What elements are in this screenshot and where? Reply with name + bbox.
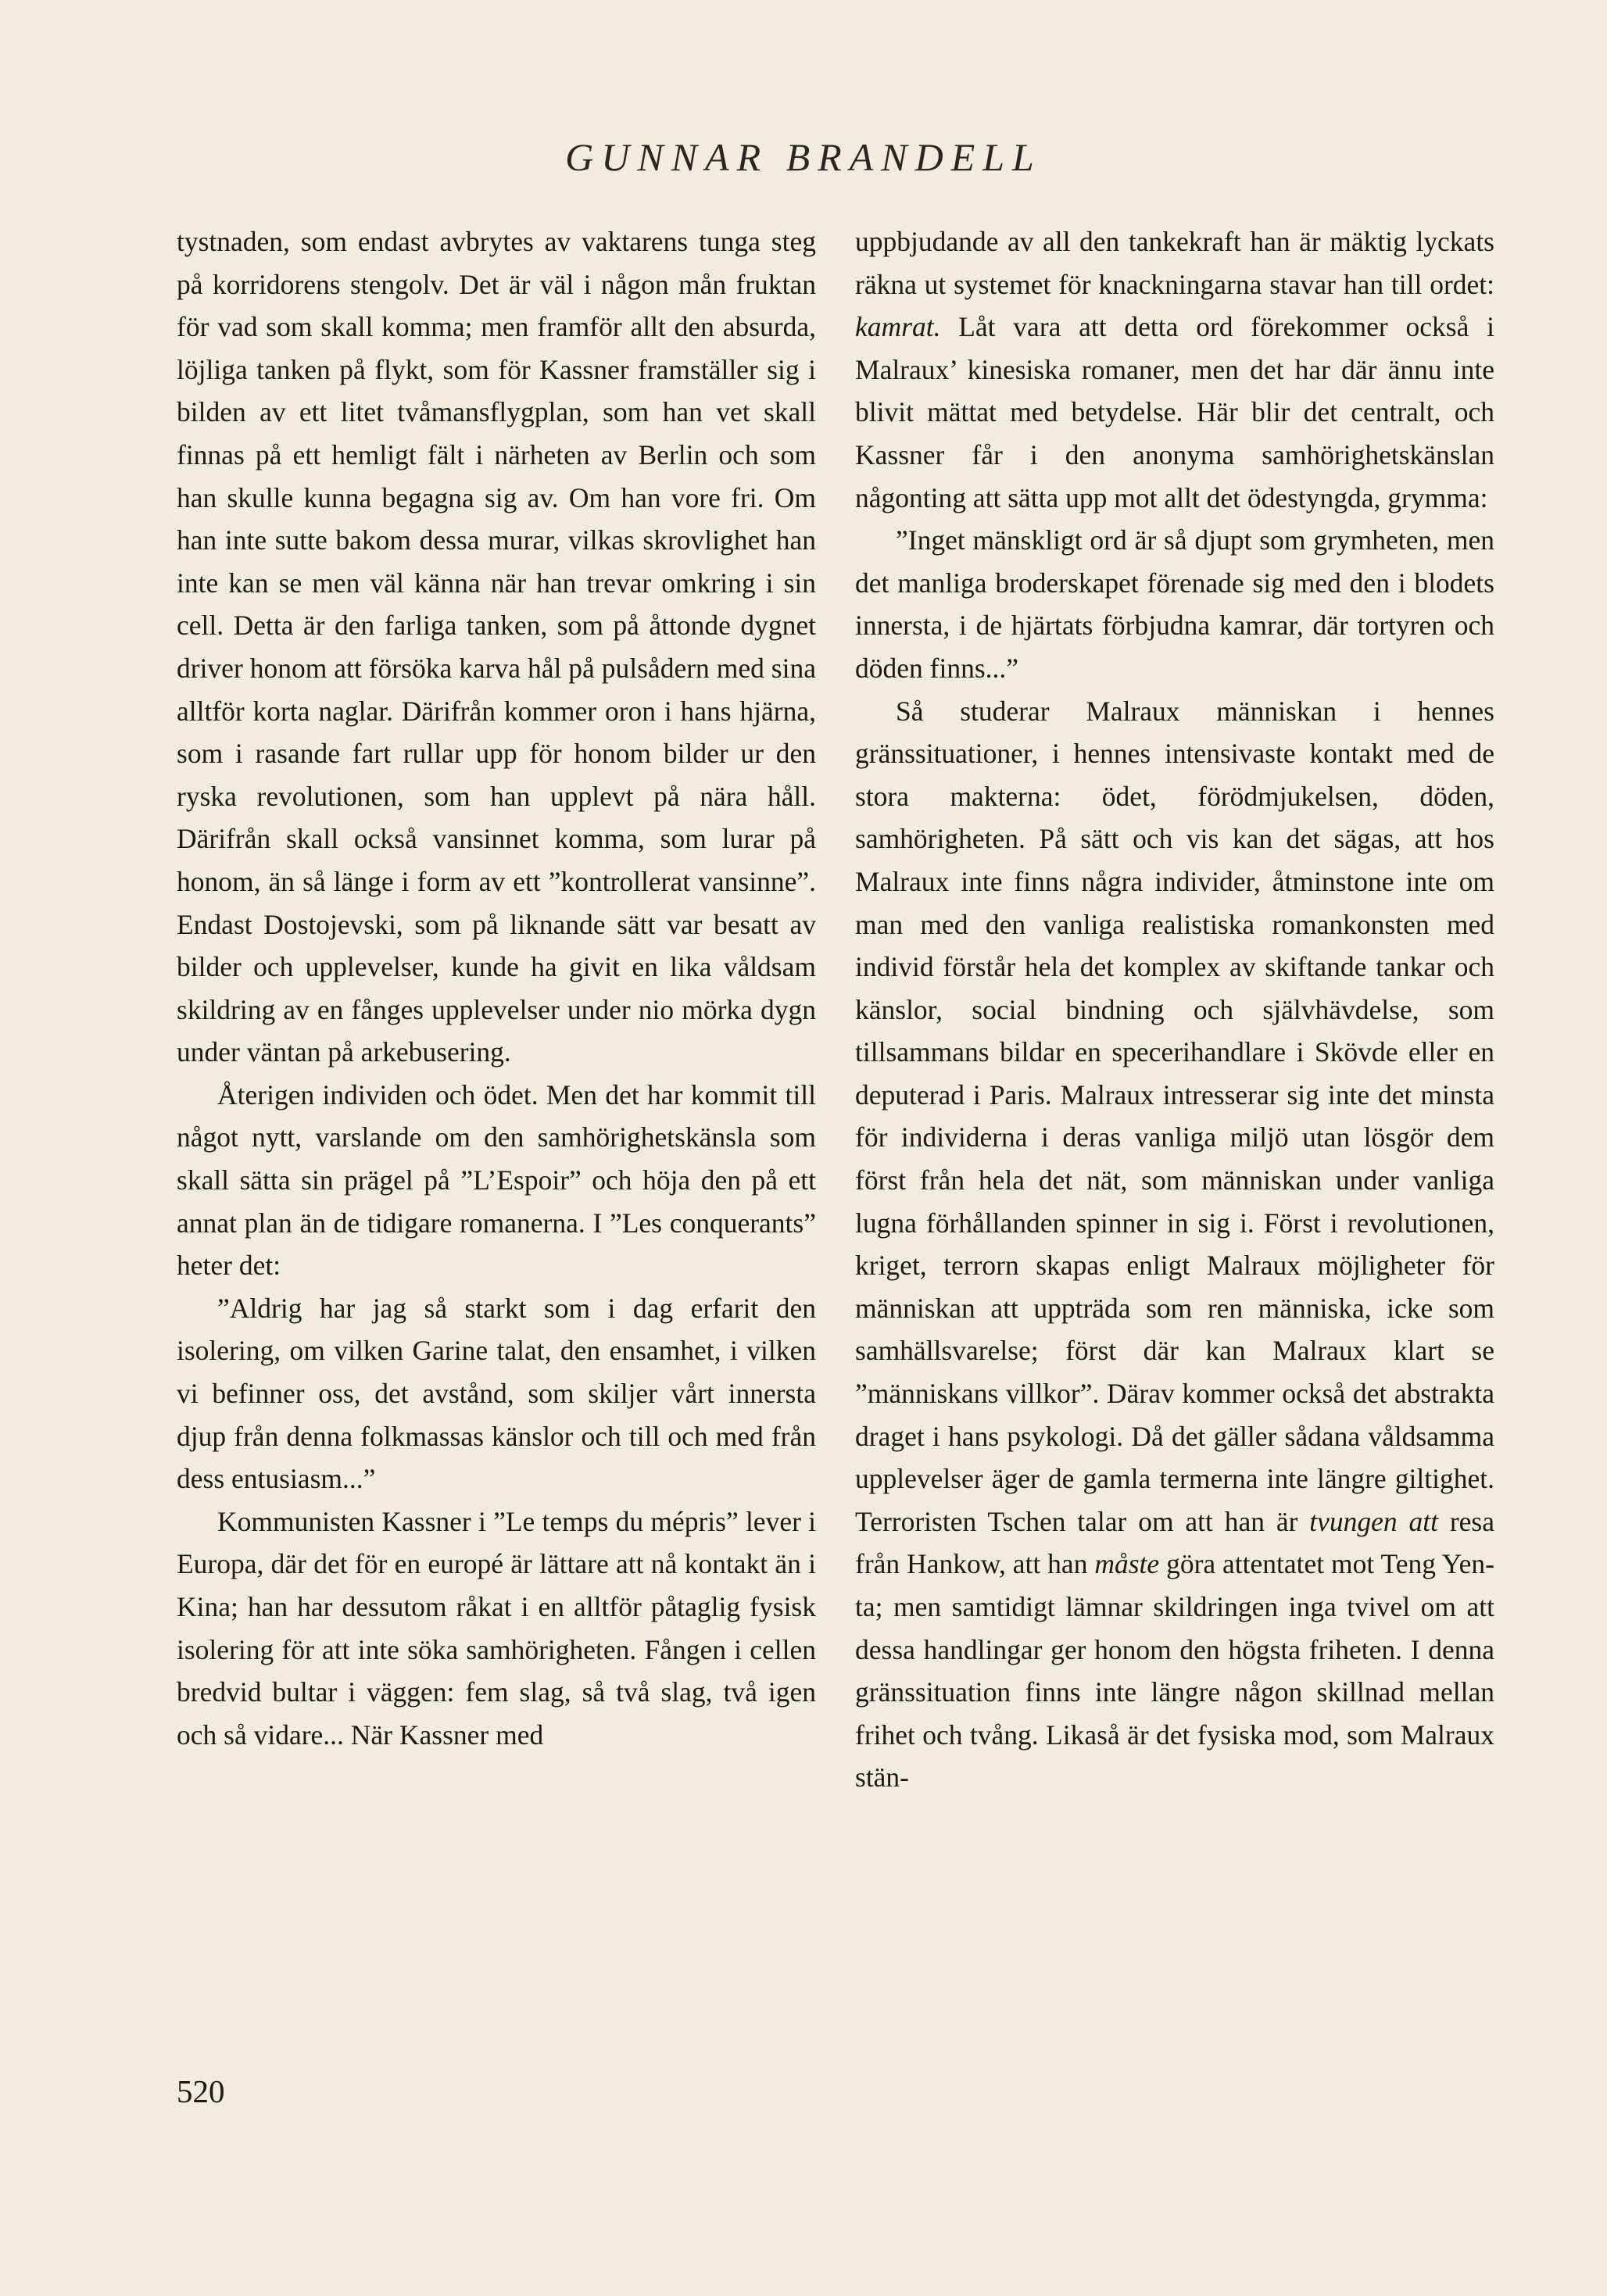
paragraph [855, 220, 1494, 519]
text-run: Så studerar Malraux människan i hennes gränssituationer, i hennes intensivaste kontakt med de stora makterna: ödet, förödmjukelsen, döden, samhörigheten. På sätt och vis kan det sägas, att hos Malraux inte finns några individer, åtminstone inte om man med den vanliga realistiska romankonsten med individ förstår hela det komplex av skiftande tankar och känslor, social bindning och självhävdelse, som tillsammans bildar en specerihandlare i Skövde eller en deputerad i Paris. Malraux intresserar sig inte det minsta för individerna i deras vanliga miljö utan lösgör dem först från hela det nät, som människan under vanliga lugna förhållanden spinner in sig i. Först i revolutionen, kriget, terrorn skapas enligt Malraux möjligheter för människan att uppträda som ren människa, icke som samhällsvarelse; först där kan Malraux klart se ”människans villkor”. Därav kommer också det abstrakta draget i hans psykologi. Då det gäller sådana våldsamma upplevelser äger de gamla termerna inte längre giltighet. Terroristen Tschen talar om att han är [855, 695, 1494, 1537]
left-column [177, 220, 816, 1756]
block-quote: ”Inget mänskligt ord är så djupt som grymheten, men det manliga broderskapet förenade sig med den i blodets innersta, i de hjärtats förbjudna kamrar, där tortyren och döden finns...” [855, 524, 1494, 684]
paragraph: tystnaden, som endast avbrytes av vaktarens tunga steg på korridorens stengolv. Det är väl i någon mån fruktan för vad som skall komma; men framför allt den absurda, löjliga tanken på flykt, som för Kassner framställer sig i bilden av ett litet tvåmansflygplan, som han vet skall finnas på ett hemligt fält i närheten av Berlin och som han skulle kunna begagna sig av. Om han vore fri. Om han inte sutte bakom dessa murar, vilkas skrovlighet han inte kan se men väl känna när han trevar omkring i sin cell. Detta är den farliga tanken, som på åttonde dygnet driver honom att försöka karva hål på pulsådern med sina alltför korta naglar. Därifrån kommer oron i hans hjärna, som i rasande fart rullar upp för honom bilder ur den ryska revolutionen, som han upplevt på nära håll. Därifrån skall också vansinnet komma, som lurar på honom, än så länge i form av ett ”kontrollerat vansinne”. Endast Dostojevski, som på liknande sätt var besatt av bilder och upplevelser, kunde ha givit en lika våldsam skildring av en fånges upplevelser under nio mörka dygn under väntan på arkebusering. [177, 226, 816, 1068]
text-run: uppbjudande av all den tankekraft han är mäktig lyckats räkna ut systemet för knackningarna stavar han till ordet: [855, 226, 1494, 300]
italic-text: måste [1094, 1548, 1160, 1580]
italic-text: tvungen att [1309, 1505, 1438, 1537]
text-run: Låt vara att detta ord förekommer också i Malraux’ kinesiska romaner, men det har där ännu inte blivit mättat med betydelse. Här blir det centralt, och Kassner får i den anonyma samhörighetskänslan någonting att sätta upp mot allt det ödestyngda, grymma: [855, 311, 1494, 513]
running-head: GUNNAR BRANDELL [565, 135, 1042, 179]
block-quote: ”Aldrig har jag så starkt som i dag erfarit den isolering, om vilken Garine talat, den ensamhet, i vilken vi befinner oss, det avstånd, som skiljer vårt innersta djup från denna folkmassas känslor och till och med från dess entusiasm...” [177, 1292, 816, 1495]
paragraph [855, 690, 1494, 1799]
text-run: göra attentatet mot Teng Yen-ta; men samtidigt lämnar skildringen inga tvivel om att dessa handlingar ger honom den högsta friheten. I denna gränssituation finns inte längre någon skillnad mellan frihet och tvång. Likaså är det fysiska mod, som Malraux stän- [855, 1548, 1494, 1794]
italic-text: kamrat. [855, 311, 941, 343]
text-run: resa från Hankow, att han [855, 1505, 1494, 1580]
page-number: 520 [177, 2073, 225, 2109]
paragraph: Kommunisten Kassner i ”Le temps du mépris” lever i Europa, där det för en europé är lättare att nå kontakt än i Kina; han har dessutom råkat i en alltför påtaglig fysisk isolering för att inte söka samhörigheten. Fången i cellen bredvid bultar i väggen: fem slag, så två slag, två igen och så vidare... När Kassner med [177, 1505, 816, 1751]
right-column [855, 220, 1494, 1799]
paragraph: Återigen individen och ödet. Men det har kommit till något nytt, varslande om den samhörighetskänsla som skall sätta sin prägel på ”L’Espoir” och höja den på ett annat plan än de tidigare romanerna. I ”Les conquerants” heter det: [177, 1078, 816, 1282]
